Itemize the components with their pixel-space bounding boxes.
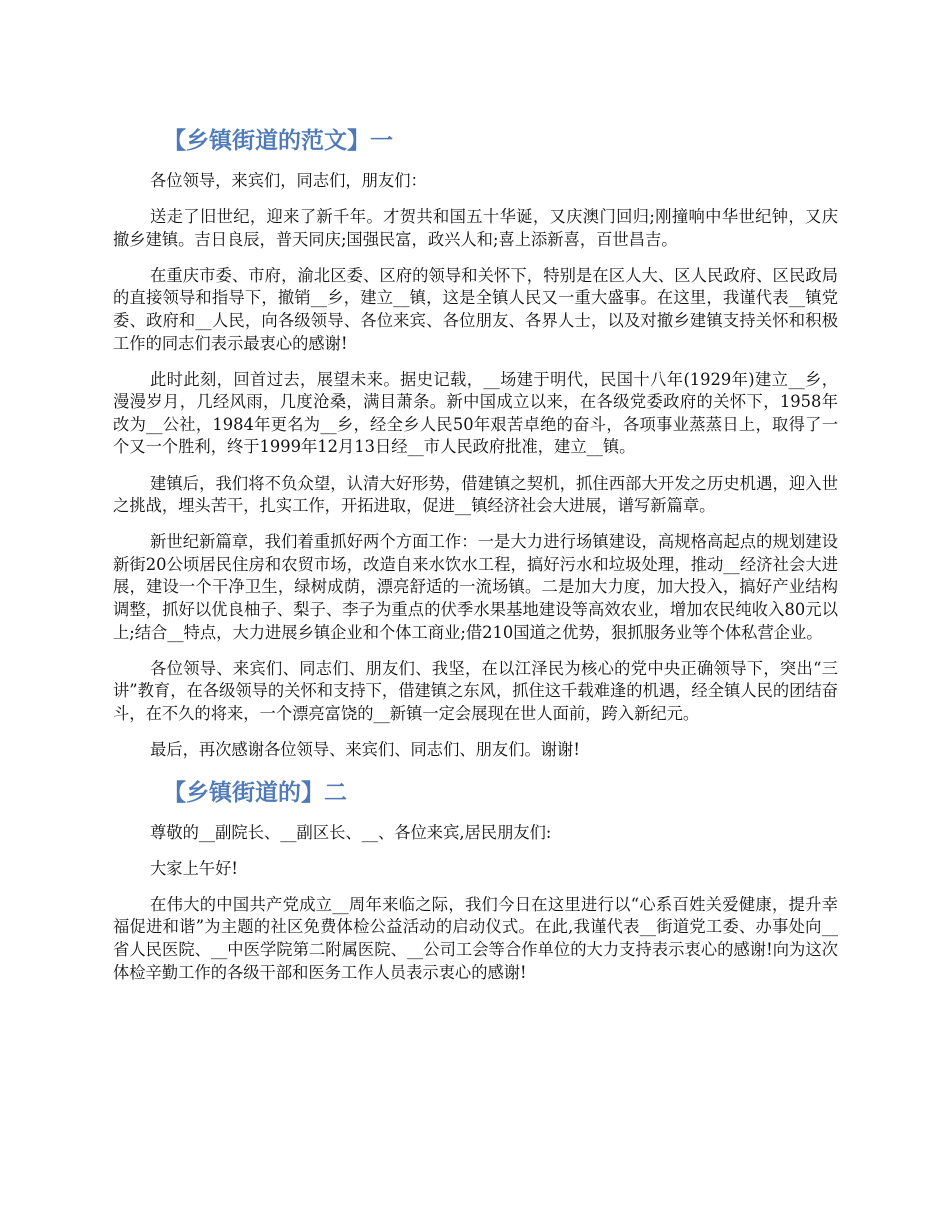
paragraph: 在伟大的中国共产党成立__周年来临之际，我们今日在这里进行以“心系百姓关爱健康，提升幸福促进和谐”为主题的社区免费体检公益活动的启动仪式。在此,我谨代表__街道党工委、办事处向__省人民医院、__中医学院第二附属医院、__公司工会等合作单位的大力支持表示衷心的感谢!向为这次体检辛勤工作的各级干部和医务工作人员表示衷心的感谢!: [113, 894, 838, 982]
paragraph: 各位领导、来宾们、同志们、朋友们、我坚，在以江泽民为核心的党中央正确领导下，突出“三讲”教育，在各级领导的关怀和支持下，借建镇之东风，抓住这千载难逢的机遇，经全镇人民的团结奋斗，在不久的将来，一个漂亮富饶的__新镇一定会展现在世人面前，跨入新纪元。: [113, 658, 838, 723]
paragraph: 此时此刻，回首过去，展望未来。据史记载，__场建于明代，民国十八年(1929年)建立__乡，漫漫岁月，几经风雨，几度沧桑，满目萧条。新中国成立以来，在各级党委政府的关怀下，1958年改为__公社，1984年更名为__乡，经全乡人民50年艰苦卓绝的奋斗，各项事业蒸蒸日上，取得了一个又一个胜利，终于1999年12月13日经__市人民政府批准，建立__镇。: [113, 369, 838, 457]
paragraph: 大家上午好!: [150, 858, 238, 878]
paragraph: 最后，再次感谢各位领导、来宾们、同志们、朋友们。谢谢!: [150, 739, 580, 759]
paragraph: 新世纪新篇章，我们着重抓好两个方面工作：一是大力进行场镇建设，高规格高起点的规划建设新街20公顷居民住房和农贸市场，改造自来水饮水工程，搞好污水和垃圾处理，推动__经济社会大进展，建设一个干净卫生，绿树成荫，漂亮舒适的一流场镇。二是加大力度，加大投入，搞好产业结构调整，抓好以优良柚子、梨子、李子为重点的伏季水果基地建设等高效农业，增加农民纯收入80元以上;结合__特点，大力进展乡镇企业和个体工商业;借210国道之优势，狠抓服务业等个体私营企业。: [113, 532, 838, 642]
paragraph: 建镇后，我们将不负众望，认清大好形势，借建镇之契机，抓住西部大开发之历史机遇，迎入世之挑战，埋头苦干，扎实工作，开拓进取，促进__镇经济社会大进展，谱写新篇章。: [113, 473, 838, 516]
paragraph: 送走了旧世纪，迎来了新千年。才贺共和国五十华诞，又庆澳门回归;刚撞响中华世纪钟，又庆撤乡建镇。吉日良辰，普天同庆;国强民富，政兴人和;喜上添新喜，百世昌吉。: [113, 207, 838, 249]
section-2-heading: 【乡镇街道的】二: [163, 779, 347, 806]
paragraph: 在重庆市委、市府，渝北区委、区府的领导和关怀下，特别是在区人大、区人民政府、区民政局的直接领导和指导下，撤销__乡，建立__镇，这是全镇人民又一重大盛事。在这里，我谨代表__镇党委、政府和__人民，向各级领导、各位来宾、各位朋友、各界人士，以及对撤乡建镇支持关怀和积极工作的同志们表示最衷心的感谢!: [113, 265, 838, 353]
section-1-heading: 【乡镇街道的范文】一: [163, 128, 393, 154]
document-page: [113, 0, 838, 998]
paragraph: 各位领导，来宾们，同志们，朋友们：: [150, 171, 427, 190]
paragraph: 尊敬的__副院长、__副区长、__、各位来宾,居民朋友们:: [150, 822, 552, 842]
